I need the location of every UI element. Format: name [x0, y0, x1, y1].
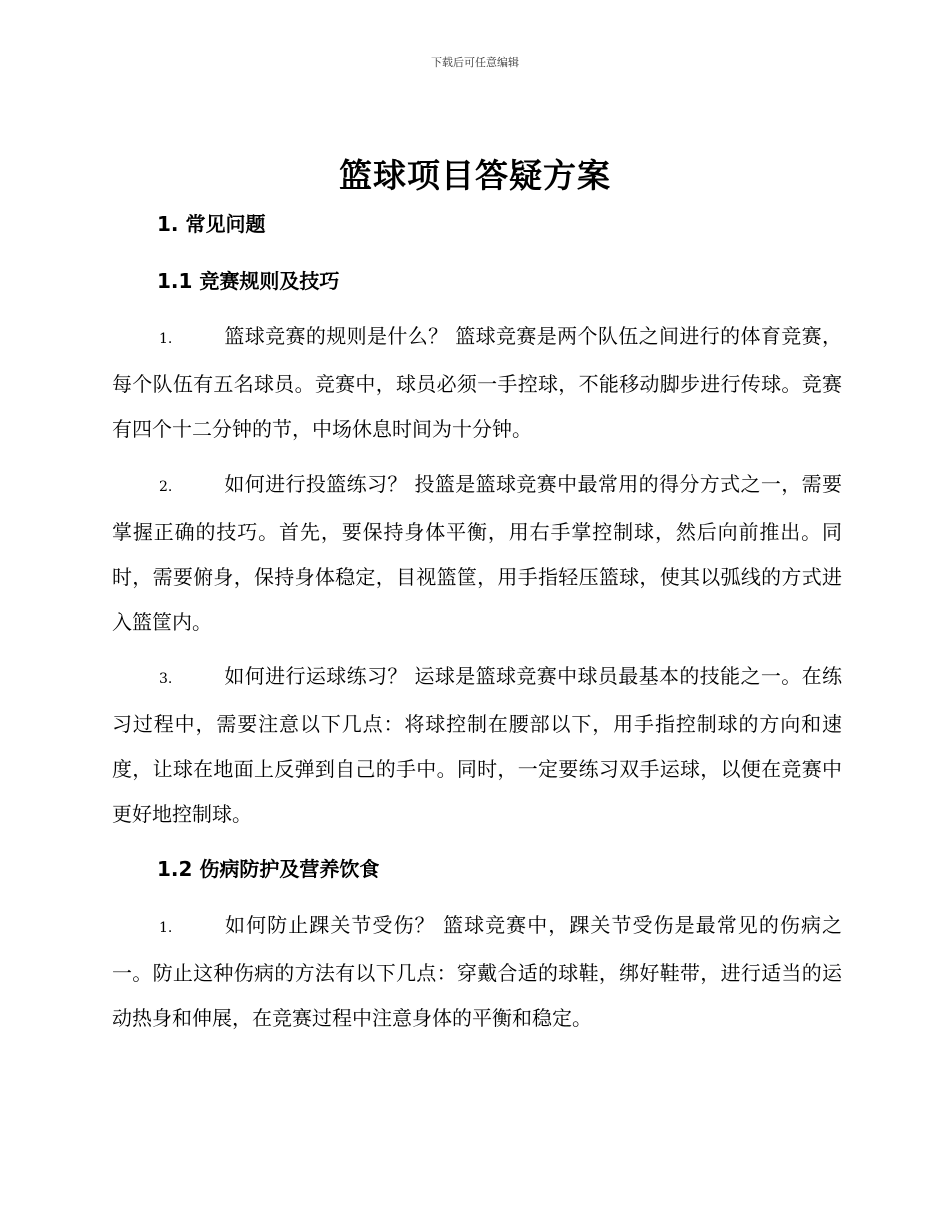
- faq-item-number: 1.: [159, 920, 173, 936]
- section-heading-common-questions: 1. 常见问题: [157, 212, 266, 236]
- faq-item-number: 3.: [159, 671, 173, 687]
- faq-item-text: 如何进行运球练习？ 运球是篮球竞赛中球员最基本的技能之一。在练习过程中，需要注意以下几点：将球控制在腰部以下，用手指控制球的方向和速度，让球在地面上反弹到自己的手中。同时，一定要练习双手运球，以便在竞赛中更好地控制球。: [112, 664, 842, 826]
- faq-item-text: 如何进行投篮练习？ 投篮是篮球竞赛中最常用的得分方式之一，需要掌握正确的技巧。首先，要保持身体平衡，用右手掌控制球，然后向前推出。同时，需要俯身，保持身体稳定，目视篮筐，用手指轻压篮球，使其以弧线的方式进入篮筐内。: [112, 472, 842, 634]
- document-title: 篮球项目答疑方案: [339, 156, 611, 195]
- faq-item-text: 如何防止踝关节受伤？ 篮球竞赛中，踝关节受伤是最常见的伤病之一。防止这种伤病的方法有以下几点：穿戴合适的球鞋，绑好鞋带，进行适当的运动热身和伸展，在竞赛过程中注意身体的平衡和稳定。: [112, 913, 842, 1030]
- faq-item-number: 1.: [159, 331, 173, 347]
- faq-item: [112, 462, 842, 645]
- faq-item: [112, 314, 842, 452]
- faq-item: [112, 903, 842, 1041]
- faq-item-text: 篮球竞赛的规则是什么？ 篮球竞赛是两个队伍之间进行的体育竞赛，每个队伍有五名球员。竞赛中，球员必须一手控球，不能移动脚步进行传球。竞赛有四个十二分钟的节，中场休息时间为十分钟。: [112, 324, 842, 441]
- header-note: 下载后可任意编辑: [431, 56, 519, 69]
- subsection-heading-injury-nutrition: 1.2 伤病防护及营养饮食: [157, 857, 380, 881]
- faq-item: [112, 654, 842, 837]
- subsection-heading-rules-techniques: 1.1 竞赛规则及技巧: [157, 269, 340, 293]
- faq-item-number: 2.: [159, 479, 173, 495]
